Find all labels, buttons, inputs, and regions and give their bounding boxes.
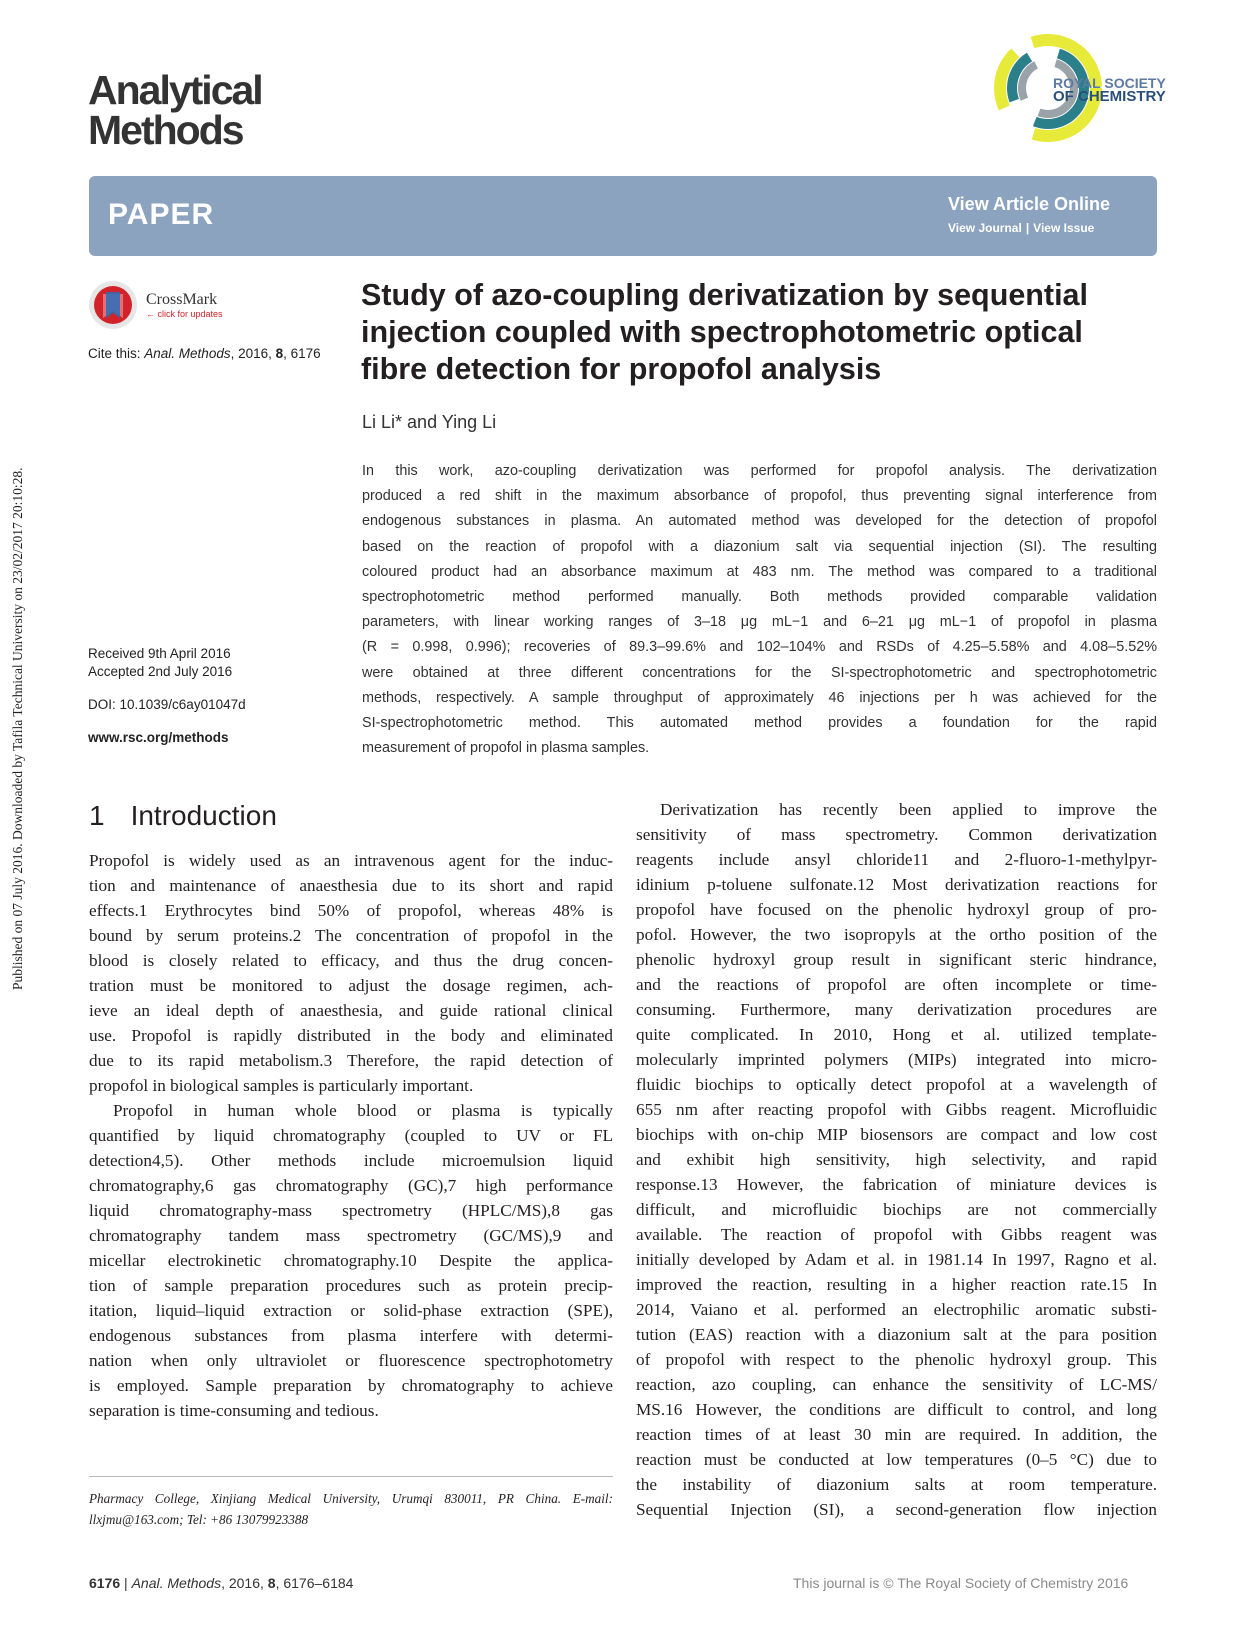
crossmark-word[interactable]: CrossMark (146, 291, 218, 308)
cite-mid: , 2016, (230, 346, 276, 361)
abstract-line: (R = 0.998, 0.996); recoveries of 89.3–99.6% and 102–104% and RSDs of 4.25–5.58% and 4.08–5.52% (362, 639, 1157, 656)
affiliation-footnote (89, 1488, 613, 1530)
body-line: endogenous substances from plasma interfere with determi- (89, 1326, 613, 1345)
footer-journal: Anal. Methods (131, 1575, 222, 1591)
footnote-divider (89, 1476, 613, 1477)
page-number: 6176 (89, 1575, 121, 1591)
view-issue-link[interactable]: View Issue (1033, 221, 1095, 235)
doi[interactable]: DOI: 10.1039/c6ay01047d (88, 697, 246, 712)
crossmark-sub[interactable]: ← click for updates (146, 309, 223, 319)
crossmark-icon[interactable] (88, 280, 138, 330)
rsc-line2: OF CHEMISTRY (1053, 88, 1166, 105)
page-footer-citation (89, 1575, 353, 1591)
copyright-notice: This journal is © The Royal Society of Chemistry 2016 (793, 1575, 1129, 1591)
body-line: tution (EAS) reaction with a diazonium salt at the para position (636, 1325, 1157, 1344)
body-line: nation when only ultraviolet or fluorescence spectrophotometry (89, 1351, 613, 1370)
title-line: injection coupled with spectrophotometric optical (361, 315, 1083, 349)
body-line: due to its rapid metabolism.3 Therefore, the rapid detection of (89, 1051, 613, 1070)
accepted-date: Accepted 2nd July 2016 (88, 664, 233, 679)
abstract-line: In this work, azo-coupling derivatization was performed for propofol analysis. The derivatization (362, 463, 1157, 479)
article-title (361, 277, 1161, 388)
abstract-line: based on the reaction of propofol with a diazonium salt via sequential injection (SI). The resulting (362, 538, 1157, 555)
banner-links (948, 221, 1094, 235)
abstract-line: spectrophotometric method performed manually. Both methods provided comparable validation (362, 589, 1157, 606)
section-heading (89, 800, 277, 832)
body-line: idinium p-toluene sulfonate.12 Most derivatization reactions for (636, 875, 1157, 894)
download-stamp (8, 330, 28, 990)
banner-separator: | (1025, 221, 1030, 235)
body-line: molecularly imprinted polymers (MIPs) integrated into micro- (636, 1050, 1157, 1069)
body-line: ieve an ideal depth of anaesthesia, and guide rational clinical (89, 1001, 613, 1020)
body-line: tion and maintenance of anaesthesia due to its short and rapid (89, 876, 613, 895)
body-line: Derivatization has recently been applied to improve the (660, 800, 1157, 819)
body-line: Sequential Injection (SI), a second-generation flow injection (636, 1500, 1157, 1519)
body-line: phenolic hydroxyl group result in significant steric hindrance, (636, 950, 1157, 969)
body-line: is employed. Sample preparation by chromatography to achieve (89, 1376, 613, 1395)
body-line: reaction must be conducted at low temperatures (0–5 °C) due to (636, 1450, 1157, 1469)
abstract-line: were obtained at three different concentrations for the SI-spectrophotometric and spectrophotometric (362, 664, 1157, 681)
title-line: fibre detection for propofol analysis (361, 352, 882, 386)
footer-year: , 2016, (221, 1575, 268, 1591)
article-type-label: PAPER (108, 198, 215, 231)
abstract-line: parameters, with linear working ranges of 3–18 μg mL−1 and 6–21 μg mL−1 of propofol in plasma (362, 614, 1157, 631)
body-line: and the reactions of propofol are often incomplete or time- (636, 975, 1157, 994)
cite-prefix: Cite this: (88, 346, 145, 361)
footer-pages: , 6176–6184 (275, 1575, 354, 1591)
crossmark-sub-text: click for updates (157, 309, 223, 319)
rsc-wordmark (1053, 76, 1166, 104)
abstract-line: coloured product had an absorbance maximum at 483 nm. The method was compared to a traditional (362, 563, 1157, 580)
body-line: quantified by liquid chromatography (coupled to UV or FL (89, 1126, 613, 1145)
body-line: propofol in biological samples is particularly important. (89, 1076, 474, 1095)
footer-separator: | (120, 1575, 132, 1591)
rsc-line1: ROYAL SOCIETY (1053, 75, 1166, 91)
body-line: Propofol in human whole blood or plasma is typically (113, 1101, 613, 1120)
body-line: tion of sample preparation procedures such as protein precip- (89, 1276, 613, 1295)
body-line: reaction, azo coupling, can enhance the sensitivity of LC-MS/ (636, 1375, 1157, 1394)
body-line: and exhibit high sensitivity, high selectivity, and rapid (636, 1150, 1157, 1169)
body-line: itation, liquid–liquid extraction or solid-phase extraction (SPE), (89, 1301, 613, 1320)
body-line: improved the reaction, resulting in a higher reaction rate.15 In (636, 1275, 1157, 1294)
cite-volume: 8 (275, 346, 284, 361)
download-stamp-text: Published on 07 July 2016. Downloaded by Tafila Technical University on 23/02/2017 20:10:28. (10, 467, 25, 990)
cite-this (88, 345, 321, 362)
body-line: effects.1 Erythrocytes bind 50% of propofol, whereas 48% is (89, 901, 613, 920)
body-line: detection4,5). Other methods include microemulsion liquid (89, 1151, 613, 1170)
body-line: reaction times of at least 30 min are required. In addition, the (636, 1425, 1157, 1444)
cite-page: , 6176 (283, 346, 321, 361)
corresponding-author-mark: * (395, 412, 403, 432)
body-line: initially developed by Adam et al. in 1981.14 In 1997, Ragno et al. (636, 1250, 1157, 1269)
body-line: reagents include ansyl chloride11 and 2-fluoro-1-methylpyr- (636, 850, 1157, 869)
body-line: micellar electrokinetic chromatography.10 Despite the applica- (89, 1251, 613, 1270)
footnote-line: Pharmacy College, Xinjiang Medical University, Urumqi 830011, PR China. E-mail: (89, 1491, 613, 1506)
article-banner (89, 176, 1157, 256)
footer-volume: 8 (267, 1575, 276, 1591)
abstract-line: methods, respectively. A sample throughput of approximately 46 injections per h was achieved for the (362, 689, 1157, 706)
footnote-line: llxjmu@163.com; Tel: +86 13079923388 (89, 1512, 309, 1527)
author-2: and Ying Li (402, 412, 497, 432)
body-line: fluidic biochips to optically detect propofol at a wavelength of (636, 1075, 1157, 1094)
body-line: 655 nm after reacting propofol with Gibbs reagent. Microfluidic (636, 1100, 1157, 1119)
author-1: Li Li (362, 412, 396, 432)
body-line: biochips with on-chip MIP biosensors are compact and low cost (636, 1125, 1157, 1144)
abstract-line: SI-spectrophotometric method. This automated method provides a foundation for the rapid (362, 715, 1157, 732)
body-line: bound by serum proteins.2 The concentration of propofol in the (89, 926, 613, 945)
body-line: difficult, and microfluidic biochips are not commercially (636, 1200, 1157, 1219)
section-title: Introduction (130, 800, 277, 831)
body-line: Propofol is widely used as an intravenous agent for the induc- (89, 851, 613, 870)
received-date: Received 9th April 2016 (88, 646, 231, 661)
body-line: tration must be monitored to adjust the dosage regimen, ach- (89, 976, 613, 995)
journal-name-line2: Methods (88, 107, 243, 153)
abstract-line: measurement of propofol in plasma samples. (362, 740, 650, 757)
body-line: separation is time-consuming and tedious. (89, 1401, 379, 1420)
body-line: chromatography tandem mass spectrometry (GC/MS),9 and (89, 1226, 613, 1245)
body-line: use. Propofol is rapidly distributed in the body and eliminated (89, 1026, 613, 1045)
abstract-line: produced a red shift in the maximum absorbance of propofol, thus preventing signal interference from (362, 488, 1157, 505)
body-line: pofol. However, the two isopropyls at the ortho position of the (636, 925, 1157, 944)
body-line: propofol have focused on the phenolic hydroxyl group of pro- (636, 900, 1157, 919)
section-number: 1 (89, 800, 105, 831)
journal-name (88, 67, 262, 153)
abstract-line: endogenous substances in plasma. An automated method was developed for the detection of propofol (362, 513, 1157, 530)
journal-name-line1: Analytical (88, 67, 262, 113)
body-line: the instability of diazonium salts at room temperature. (636, 1475, 1157, 1494)
title-line: Study of azo-coupling derivatization by sequential (361, 278, 1088, 312)
cite-journal: Anal. Methods (144, 346, 231, 361)
body-column-right (636, 797, 1157, 1522)
body-column-left (89, 848, 613, 1423)
body-line: chromatography,6 gas chromatography (GC),7 high performance (89, 1176, 613, 1195)
body-line: liquid chromatography-mass spectrometry (HPLC/MS),8 gas (89, 1201, 613, 1220)
journal-website-link[interactable]: www.rsc.org/methods (88, 730, 229, 745)
body-line: quite complicated. In 2010, Hong et al. utilized template- (636, 1025, 1157, 1044)
view-journal-link[interactable]: View Journal (948, 221, 1022, 235)
body-line: blood is closely related to efficacy, and thus the drug concen- (89, 951, 613, 970)
body-line: MS.16 However, the conditions are difficult to control, and long (636, 1400, 1157, 1419)
authors (362, 412, 496, 433)
view-article-online-link[interactable]: View Article Online (948, 194, 1111, 214)
body-line: sensitivity of mass spectrometry. Common derivatization (636, 825, 1157, 844)
body-line: response.13 However, the fabrication of miniature devices is (636, 1175, 1157, 1194)
body-line: of propofol with respect to the phenolic hydroxyl group. This (636, 1350, 1157, 1369)
body-line: consuming. Furthermore, many derivatization procedures are (636, 1000, 1157, 1019)
body-line: 2014, Vaiano et al. performed an electrophilic aromatic substi- (636, 1300, 1157, 1319)
abstract (362, 459, 1157, 761)
body-line: available. The reaction of propofol with Gibbs reagent was (636, 1225, 1157, 1244)
